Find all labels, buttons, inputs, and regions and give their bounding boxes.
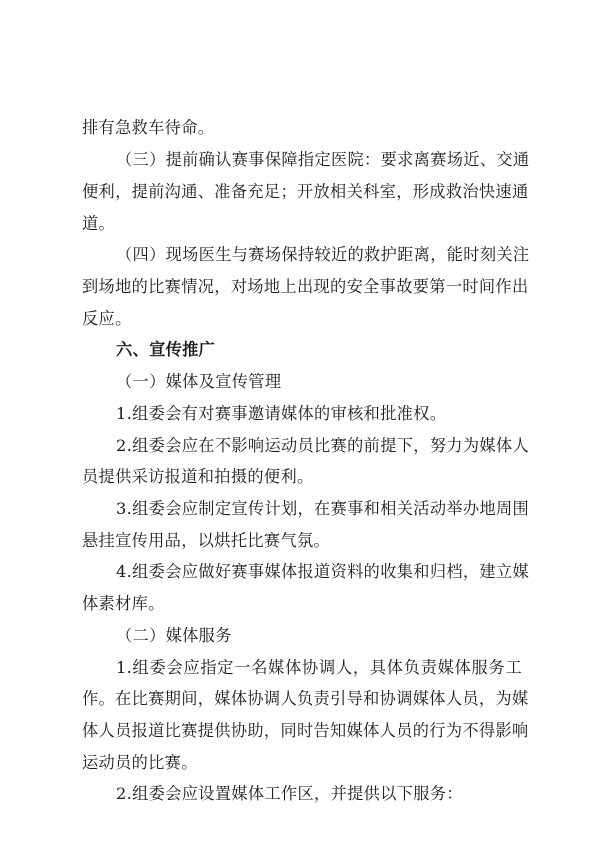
paragraph-line: （三）提前确认赛事保障指定医院：要求离赛场近、交通	[116, 150, 530, 169]
paragraph-line: （四）现场医生与赛场保持较近的救护距离，能时刻关注	[116, 245, 530, 264]
document-page	[82, 0, 530, 848]
paragraph-line: 4.组委会应做好赛事媒体报道资料的收集和归档，建立媒	[116, 562, 530, 581]
paragraph-line: 体人员报道比赛提供协助，同时告知媒体人员的行为不得影响	[82, 721, 529, 740]
paragraph-line: 2.组委会应设置媒体工作区，并提供以下服务：	[116, 784, 463, 803]
paragraph-line: 体素材库。	[82, 594, 165, 613]
paragraph-line: 员提供采访报道和拍摄的便利。	[82, 467, 314, 486]
paragraph-line: 悬挂宣传用品，以烘托比赛气氛。	[82, 531, 331, 550]
paragraph-line: 道。	[82, 214, 116, 233]
paragraph-line: 作。在比赛期间，媒体协调人负责引导和协调媒体人员，为媒	[82, 689, 529, 708]
paragraph-line: 1.组委会有对赛事邀请媒体的审核和批准权。	[116, 404, 447, 423]
paragraph-line: 3.组委会应制定宣传计划，在赛事和相关活动举办地周围	[116, 499, 530, 518]
paragraph-line: 运动员的比赛。	[82, 753, 198, 772]
subsection-heading: （一）媒体及宣传管理	[116, 372, 282, 391]
paragraph-line: 2.组委会应在不影响运动员比赛的前提下，努力为媒体人	[116, 436, 530, 455]
section-heading: 六、宣传推广	[116, 340, 216, 359]
paragraph-line: 到场地的比赛情况，对场地上出现的安全事故要第一时间作出	[82, 277, 529, 296]
paragraph-line: 排有急救车待命。	[82, 118, 215, 137]
paragraph-line: 1.组委会应指定一名媒体协调人，具体负责媒体服务工	[116, 658, 522, 677]
paragraph-line: 便利，提前沟通、准备充足；开放相关科室，形成救治快速通	[82, 182, 529, 201]
subsection-heading: （二）媒体服务	[116, 626, 232, 645]
paragraph-line: 反应。	[82, 309, 132, 328]
